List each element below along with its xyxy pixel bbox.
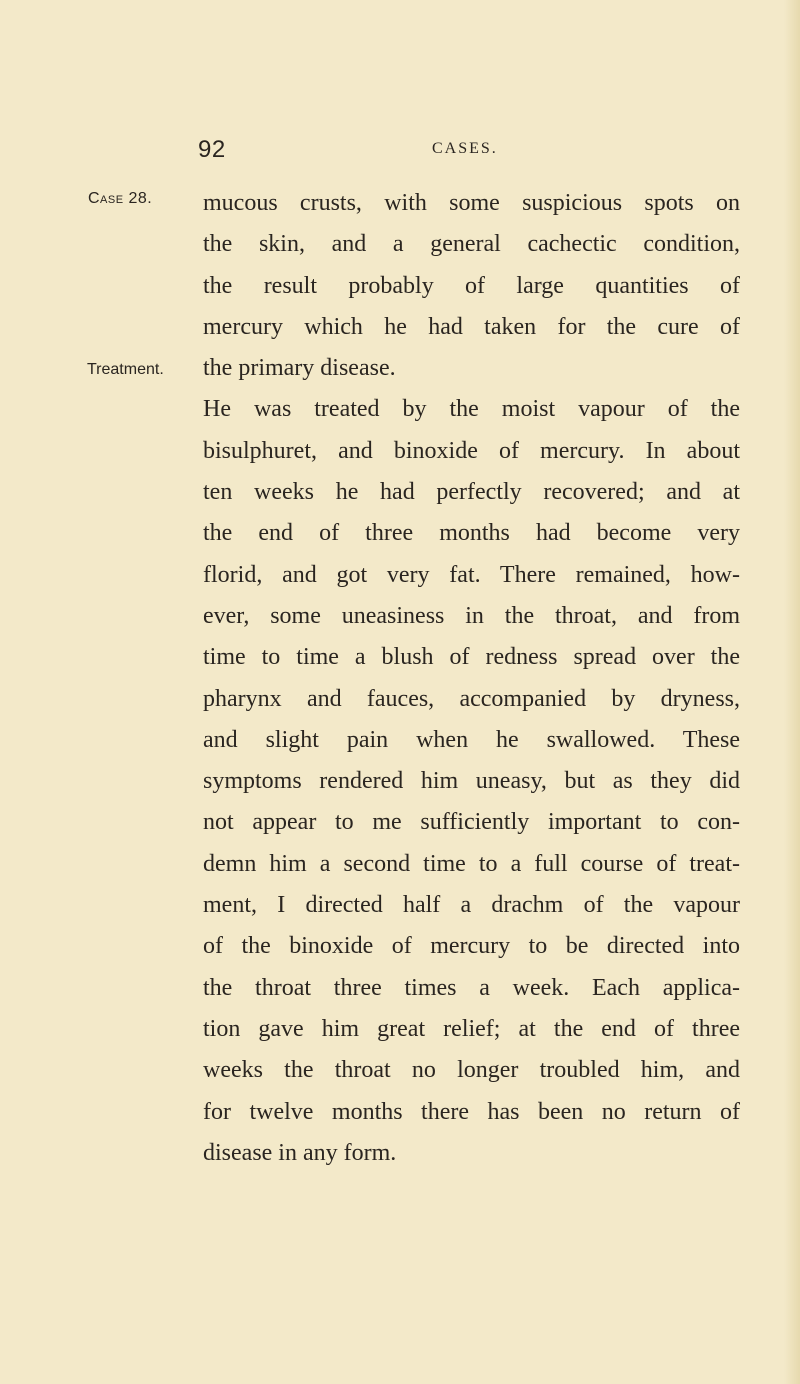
text-line: the throat three times a week. Each applica- [203,974,740,1001]
text-line: weeks the throat no longer troubled him, and [203,1057,740,1084]
text-line: ment, I directed half a drachm of the vapour [203,892,740,919]
text-line: and slight pain when he swallowed. These [203,726,740,753]
text-line: demn him a second time to a full course of treat- [203,850,740,877]
text-line: pharynx and fauces, accompanied by dryness, [203,685,740,712]
text-line: symptoms rendered him uneasy, but as they did [203,768,740,795]
text-line: mucous crusts, with some suspicious spots on [203,190,740,216]
text-line: not appear to me sufficiently important to con- [203,809,740,836]
text-line: the primary disease. [203,355,396,382]
page-number: 92 [198,136,226,163]
text-line: florid, and got very fat. There remained, how- [203,561,740,588]
text-line: disease in any form. [203,1139,397,1166]
text-line: He was treated by the moist vapour of the [203,396,740,423]
margin-note-case: Case 28. [88,190,153,207]
text-line: the end of three months had become very [203,520,740,547]
text-line: time to time a blush of redness spread over the [203,644,740,671]
text-line: the result probably of large quantities of [203,272,740,299]
margin-note-treatment: Treatment. [87,361,164,378]
running-head [0,136,800,166]
text-line: for twelve months there has been no return of [203,1098,740,1125]
text-line: mercury which he had taken for the cure of [203,313,740,340]
text-line: ten weeks he had perfectly recovered; and at [203,479,740,506]
body-text [203,183,740,1174]
text-line: bisulphuret, and binoxide of mercury. In about [203,437,740,464]
running-title: CASES. [432,140,498,157]
text-line: the skin, and a general cachectic condition, [203,231,740,258]
text-line: tion gave him great relief; at the end of three [203,1015,740,1042]
page-edge-shadow [784,0,800,1384]
text-line: ever, some uneasiness in the throat, and from [203,602,740,629]
text-line: of the binoxide of mercury to be directed into [203,933,740,960]
